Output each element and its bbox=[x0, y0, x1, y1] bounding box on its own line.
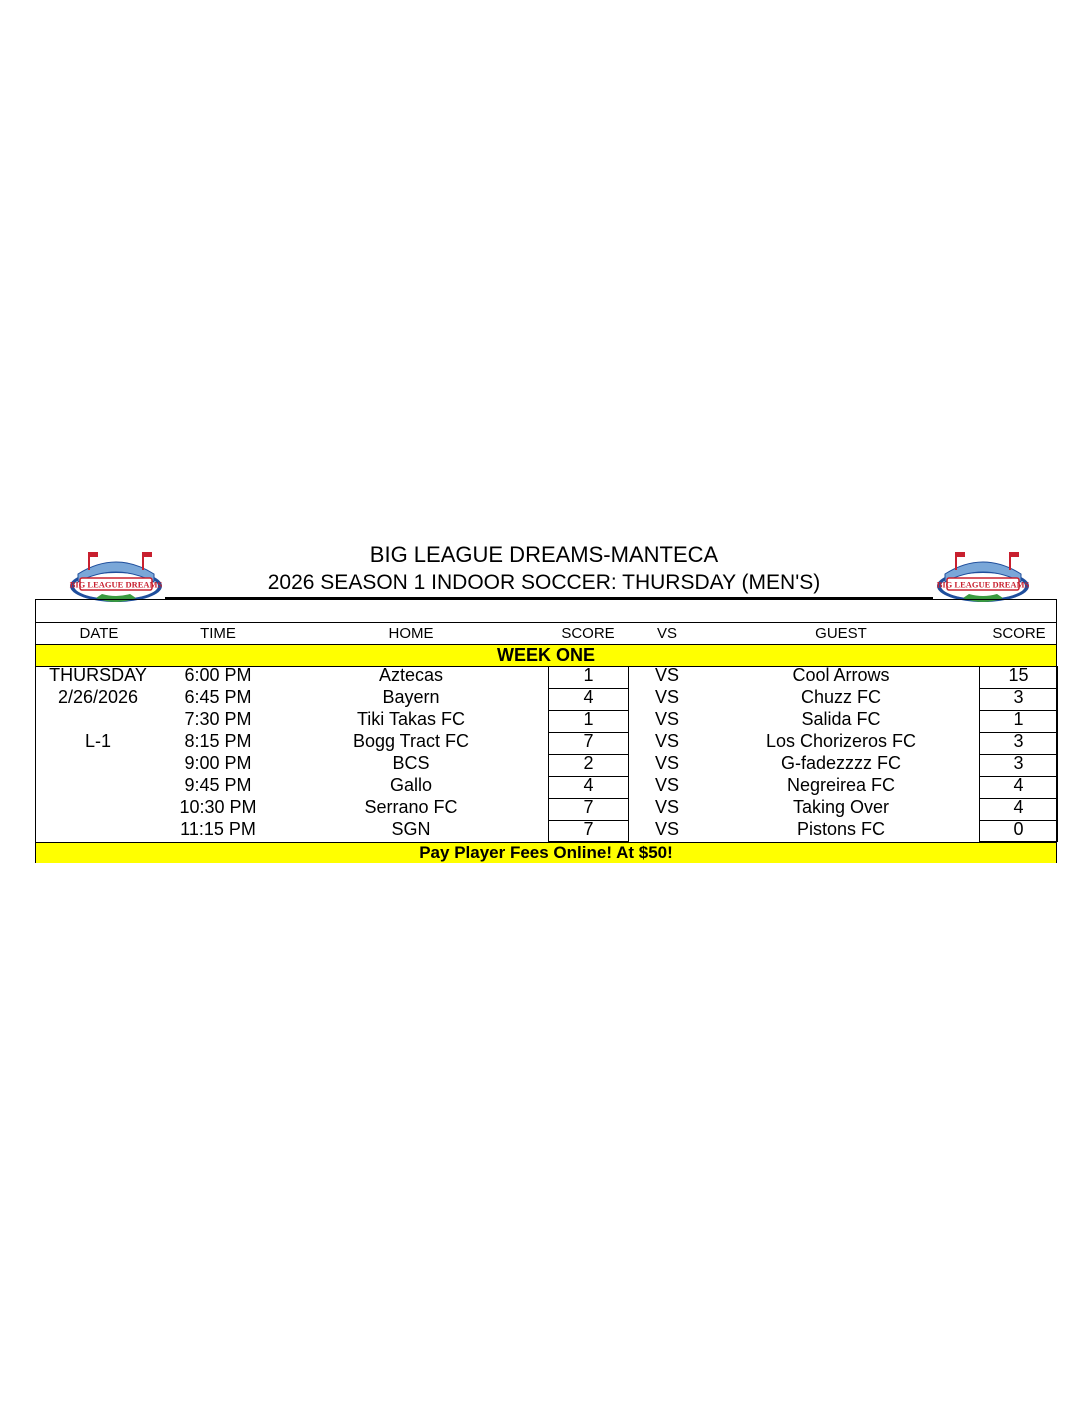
home-team-cell: BCS bbox=[392, 753, 430, 773]
home-team-cell: Gallo bbox=[389, 775, 433, 795]
score-divider bbox=[548, 820, 629, 821]
home-score-cell: 7 bbox=[583, 819, 594, 839]
schedule-table bbox=[35, 599, 1057, 863]
header-vs: VS bbox=[656, 625, 677, 642]
date-cell bbox=[36, 774, 160, 796]
vs-cell: VS bbox=[654, 753, 679, 773]
score-divider bbox=[548, 688, 629, 689]
footer-note: Pay Player Fees Online! At $50! bbox=[36, 842, 1056, 863]
home-team-cell: Aztecas bbox=[378, 665, 444, 685]
guest-score-cell: 15 bbox=[1008, 665, 1029, 685]
score-divider bbox=[979, 798, 1058, 799]
guest-score-cell: 3 bbox=[1013, 731, 1024, 751]
table-header-row bbox=[36, 623, 1056, 645]
header-home: HOME bbox=[388, 625, 434, 642]
time-cell: 10:30 PM bbox=[179, 797, 257, 817]
date-cell: 2/26/2026 bbox=[57, 687, 139, 707]
guest-score-cell: 0 bbox=[1013, 819, 1024, 839]
time-cell: 11:15 PM bbox=[180, 819, 256, 839]
score-divider bbox=[548, 776, 629, 777]
home-score-cell: 1 bbox=[583, 709, 594, 729]
home-score-cell: 4 bbox=[583, 687, 594, 707]
header-home-score: SCORE bbox=[561, 625, 615, 642]
score-divider bbox=[979, 732, 1058, 733]
score-divider bbox=[979, 776, 1058, 777]
guest-team-cell: Pistons FC bbox=[796, 819, 886, 839]
table-row bbox=[36, 774, 1056, 796]
guest-score-cell: 1 bbox=[1013, 709, 1024, 729]
guest-team-cell: Salida FC bbox=[801, 709, 881, 729]
date-cell bbox=[36, 818, 160, 840]
vs-cell: VS bbox=[654, 731, 679, 751]
home-score-cell: 2 bbox=[583, 753, 594, 773]
date-cell bbox=[36, 752, 160, 774]
date-cell bbox=[36, 708, 160, 730]
guest-score-cell: 3 bbox=[1013, 687, 1024, 707]
guest-team-cell: Chuzz FC bbox=[800, 687, 881, 707]
home-score-cell: 7 bbox=[583, 797, 594, 817]
header-time: TIME bbox=[200, 625, 236, 642]
date-cell bbox=[36, 796, 160, 818]
score-divider bbox=[979, 820, 1058, 821]
score-divider bbox=[979, 710, 1058, 711]
header-date: DATE bbox=[79, 625, 119, 642]
home-score-cell: 4 bbox=[583, 775, 594, 795]
vs-cell: VS bbox=[654, 687, 679, 707]
score-divider bbox=[548, 710, 629, 711]
header-guest: GUEST bbox=[815, 625, 867, 642]
time-cell: 8:15 PM bbox=[184, 731, 252, 751]
guest-team-cell: Los Chorizeros FC bbox=[765, 731, 917, 751]
score-divider bbox=[548, 754, 629, 755]
home-team-cell: SGN bbox=[391, 819, 431, 839]
guest-team-cell: Cool Arrows bbox=[792, 665, 890, 685]
guest-score-cell: 4 bbox=[1013, 797, 1024, 817]
guest-score-cell: 3 bbox=[1013, 753, 1024, 773]
home-team-cell: Bogg Tract FC bbox=[352, 731, 470, 751]
svg-text:BIG LEAGUE DREAMS: BIG LEAGUE DREAMS bbox=[936, 579, 1030, 590]
score-divider bbox=[548, 798, 629, 799]
page-subtitle: 2026 SEASON 1 INDOOR SOCCER: THURSDAY (MEN'S) bbox=[267, 571, 821, 594]
home-score-cell: 1 bbox=[583, 665, 594, 685]
table-row bbox=[36, 818, 1056, 840]
home-team-cell: Tiki Takas FC bbox=[356, 709, 466, 729]
score-divider bbox=[548, 732, 629, 733]
guest-team-cell: Taking Over bbox=[792, 797, 890, 817]
vs-cell: VS bbox=[654, 819, 679, 839]
page-title: BIG LEAGUE DREAMS-MANTECA bbox=[369, 542, 719, 567]
table-row bbox=[36, 796, 1056, 818]
week-label: WEEK ONE bbox=[36, 645, 1056, 667]
score-divider bbox=[979, 688, 1058, 689]
table-row bbox=[36, 708, 1056, 730]
guest-team-cell: G-fadezzzz FC bbox=[780, 753, 902, 773]
home-score-cell: 7 bbox=[583, 731, 594, 751]
guest-score-cell: 4 bbox=[1013, 775, 1024, 795]
table-row bbox=[36, 730, 1056, 752]
date-cell: THURSDAY bbox=[49, 665, 147, 685]
time-cell: 6:00 PM bbox=[184, 665, 252, 685]
guest-team-cell: Negreirea FC bbox=[786, 775, 896, 795]
header-guest-score: SCORE bbox=[992, 625, 1046, 642]
table-row bbox=[36, 686, 1056, 708]
table-row bbox=[36, 752, 1056, 774]
vs-cell: VS bbox=[654, 797, 679, 817]
home-team-cell: Serrano FC bbox=[364, 797, 458, 817]
home-team-cell: Bayern bbox=[382, 687, 440, 707]
time-cell: 9:00 PM bbox=[184, 753, 252, 773]
vs-cell: VS bbox=[654, 665, 679, 685]
time-cell: 6:45 PM bbox=[184, 687, 252, 707]
score-divider bbox=[979, 754, 1058, 755]
svg-text:BIG LEAGUE DREAMS: BIG LEAGUE DREAMS bbox=[69, 579, 163, 590]
time-cell: 7:30 PM bbox=[184, 709, 252, 729]
vs-cell: VS bbox=[654, 709, 679, 729]
date-cell: L-1 bbox=[84, 731, 111, 751]
time-cell: 9:45 PM bbox=[184, 775, 252, 795]
table-row bbox=[36, 664, 1056, 686]
vs-cell: VS bbox=[654, 775, 679, 795]
